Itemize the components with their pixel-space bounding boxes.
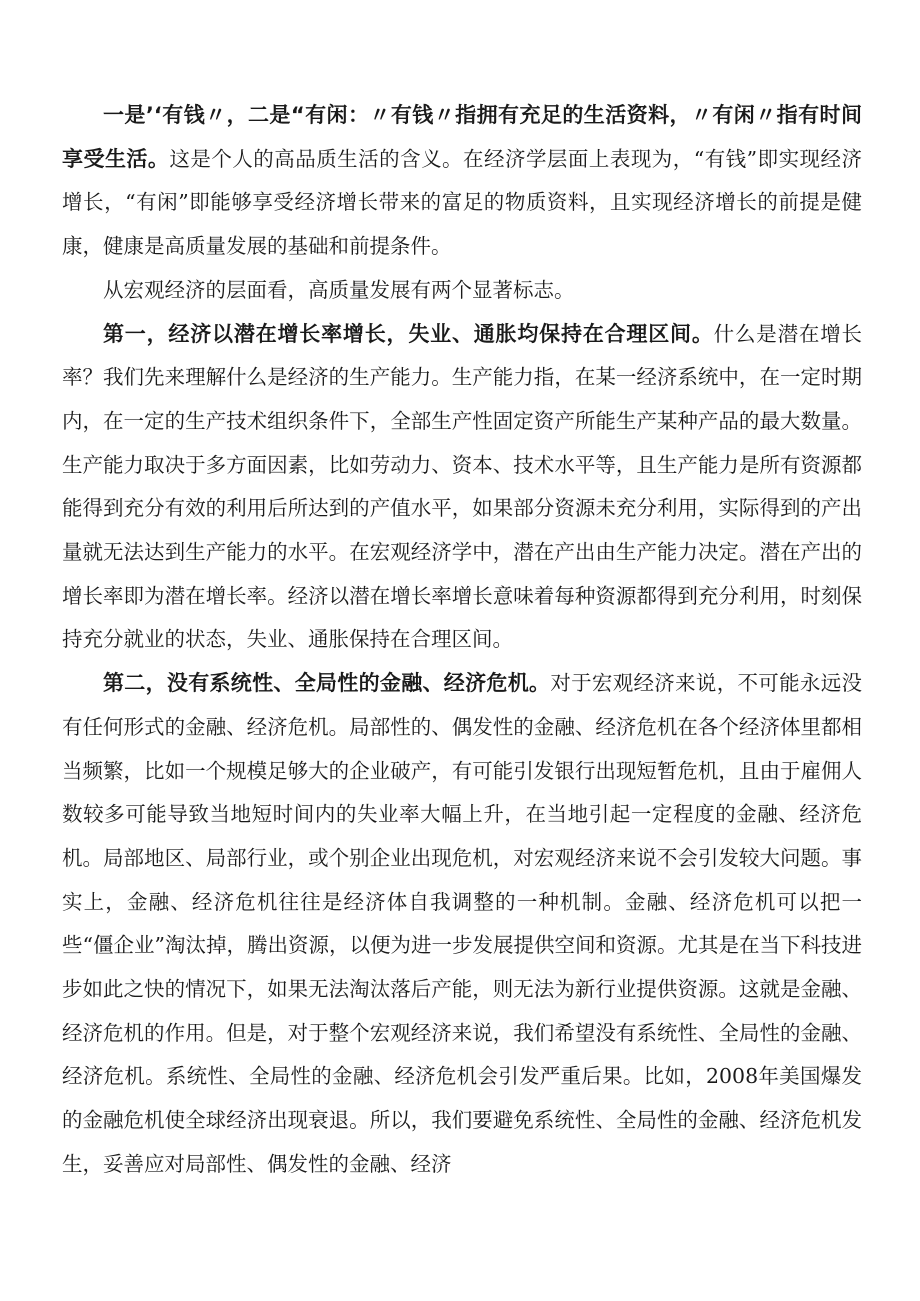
document-body <box>62 94 862 1187</box>
paragraph-4 <box>62 662 862 1186</box>
paragraph-4-text: 对于宏观经济来说，不可能永远没有任何形式的金融、经济危机。局部性的、偶发性的金融、经济危机在各个经济体里都相当频繁，比如一个规模足够大的企业破产，有可能引发银行出现短暂危机，且由于雇佣人数较多可能导致当地短时间内的失业率大幅上升，在当地引起一定程度的金融、经济危机。局部地区、局部行业，或个别企业出现危机，对宏观经济来说不会引发较大问题。事实上，金融、经济危机往往是经济体自我调整的一种机制。金融、经济危机可以把一些“僵企业”淘汰掉，腾出资源，以便为进一步发展提供空间和资源。尤其是在当下科技进步如此之快的情况下，如果无法淘汰落后产能，则无法为新行业提供资源。这就是金融、经济危机的作用。但是，对于整个宏观经济来说，我们希望没有系统性、全局性的金融、经济危机。系统性、全局性的金融、经济危机会引发严重后果。比如，2008年美国爆发的金融危机使全球经济出现衰退。所以，我们要避免系统性、全局性的金融、经济危机发生，妥善应对局部性、偶发性的金融、经济 <box>62 671 863 1176</box>
paragraph-1 <box>62 94 862 269</box>
paragraph-2-text: 从宏观经济的层面看，高质量发展有两个显著标志。 <box>103 277 575 302</box>
paragraph-1-text: 这是个人的高品质生活的含义。在经济学层面上表现为，“有钱”即实现经济增长，“有闲”即能够享受经济增长带来的富足的物质资料，且实现经济增长的前提是健康，健康是高质量发展的基础和前提条件。 <box>62 146 862 259</box>
paragraph-1-lead: 一是’‘有钱〃，二是“有闲：〃有钱〃指拥有充足的生活资料，〃有闲〃指有时间享受生活。 <box>62 103 862 171</box>
paragraph-3-lead: 第一，经济以潜在增长率增长，失业、通胀均保持在合理区间。 <box>103 321 714 346</box>
paragraph-3 <box>62 313 862 663</box>
paragraph-3-text: 什么是潜在增长率？我们先来理解什么是经济的生产能力。生产能力指，在某一经济系统中，在一定时期内，在一定的生产技术组织条件下，全部生产性固定资产所能生产某种产品的最大数量。生产能力取决于多方面因素，比如劳动力、资本、技术水平等，且生产能力是所有资源都能得到充分有效的利用后所达到的产值水平，如果部分资源未充分利用，实际得到的产出量就无法达到生产能力的水平。在宏观经济学中，潜在产出由生产能力决定。潜在产出的增长率即为潜在增长率。经济以潜在增长率增长意味着每种资源都得到充分利用，时刻保持充分就业的状态，失业、通胀保持在合理区间。 <box>62 321 863 652</box>
paragraph-2 <box>62 269 862 313</box>
paragraph-4-lead: 第二，没有系统性、全局性的金融、经济危机。 <box>103 671 551 696</box>
